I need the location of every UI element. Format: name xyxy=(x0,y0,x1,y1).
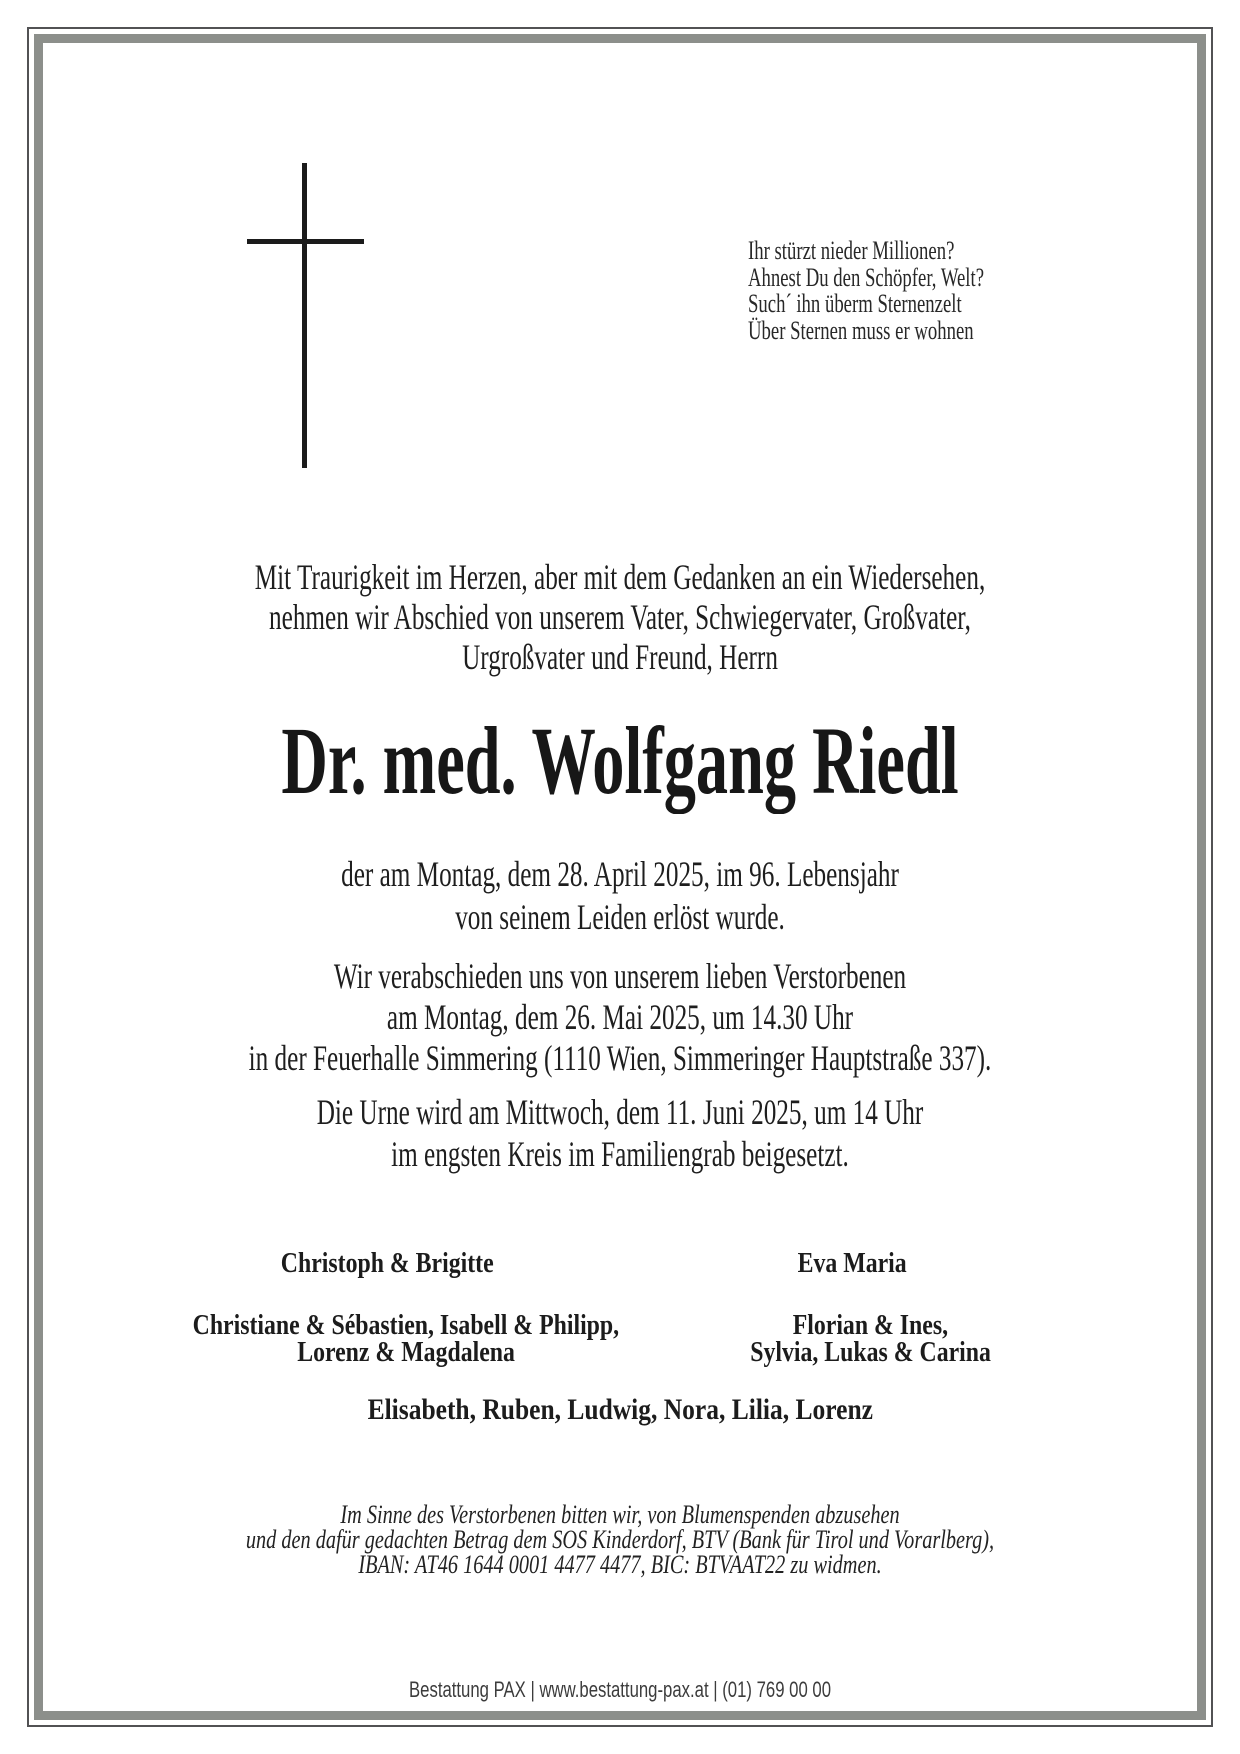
farewell-info-line: in der Feuerhalle Simmering (1110 Wien, Simmeringer Hauptstraße 337). xyxy=(248,1038,992,1078)
funeral-home-footer: Bestattung PAX | www.bestattung-pax.at | (01) 769 00 00 xyxy=(409,1677,831,1702)
mourner-names: Christoph & Brigitte xyxy=(281,1248,494,1279)
mourner-names: Lorenz & Magdalena xyxy=(297,1337,515,1368)
poem-line: Ihr stürzt nieder Millionen? xyxy=(748,236,955,265)
mourners-row-2 xyxy=(0,1312,1240,1366)
poem-quote xyxy=(748,238,984,344)
death-info-line: der am Montag, dem 28. April 2025, im 96. Lebensjahr xyxy=(341,854,899,894)
urn-info-line: im engsten Kreis im Familiengrab beigesetzt. xyxy=(391,1134,849,1174)
farewell-info-line: Wir verabschieden uns von unserem lieben Verstorbenen xyxy=(333,956,907,996)
mourner-names: Elisabeth, Ruben, Ludwig, Nora, Lilia, Lorenz xyxy=(367,1393,873,1426)
poem-line: Über Sternen muss er wohnen xyxy=(748,315,974,345)
urn-info-line: Die Urne wird am Mittwoch, dem 11. Juni 2025, um 14 Uhr xyxy=(316,1092,924,1132)
intro-paragraph xyxy=(186,557,1054,677)
mourners-row-3 xyxy=(0,1395,1240,1425)
donation-line: und den dafür gedachten Betrag dem SOS Kinderdorf, BTV (Bank für Tirol und Vorarlberg), xyxy=(245,1525,995,1554)
death-info-line: von seinem Leiden erlöst wurde. xyxy=(455,897,785,937)
donation-line: IBAN: AT46 1644 0001 4477 4477, BIC: BTVAAT22 zu widmen. xyxy=(358,1550,882,1579)
death-info-paragraph xyxy=(186,853,1054,939)
mourner-names: Eva Maria xyxy=(797,1248,908,1279)
intro-line: Urgroßvater und Freund, Herrn xyxy=(462,637,778,677)
intro-line: Mit Traurigkeit im Herzen, aber mit dem Gedanken an ein Wiedersehen, xyxy=(254,557,986,597)
mourners-row-1 xyxy=(0,1250,1240,1278)
poem-line: Ahnest Du den Schöpfer, Welt? xyxy=(748,262,985,292)
intro-line: nehmen wir Abschied von unserem Vater, Schwiegervater, Großvater, xyxy=(269,597,971,637)
donation-line: Im Sinne des Verstorbenen bitten wir, von Blumenspenden abzusehen xyxy=(340,1500,900,1529)
mourners-row2-right-column xyxy=(657,1312,1085,1366)
poem-line: Such´ ihn überm Sternenzelt xyxy=(748,289,962,318)
farewell-info-paragraph xyxy=(186,956,1054,1079)
cross-horizontal-bar xyxy=(247,239,364,244)
mourner-names: Christiane & Sébastien, Isabell & Philipp, xyxy=(192,1310,620,1341)
mourners-row2-left-column xyxy=(155,1312,657,1366)
mourners-row1-left-column xyxy=(155,1250,620,1278)
cross-vertical-bar xyxy=(302,163,307,468)
farewell-info-line: am Montag, dem 26. Mai 2025, um 14.30 Uhr xyxy=(386,997,854,1037)
donation-note xyxy=(136,1502,1103,1577)
deceased-name: Dr. med. Wolfgang Riedl xyxy=(281,707,959,814)
mourner-names: Sylvia, Lukas & Carina xyxy=(750,1337,992,1368)
urn-info-paragraph xyxy=(186,1091,1054,1175)
mourners-row1-right-column xyxy=(620,1250,1085,1278)
mourner-names: Florian & Ines, xyxy=(793,1310,949,1341)
